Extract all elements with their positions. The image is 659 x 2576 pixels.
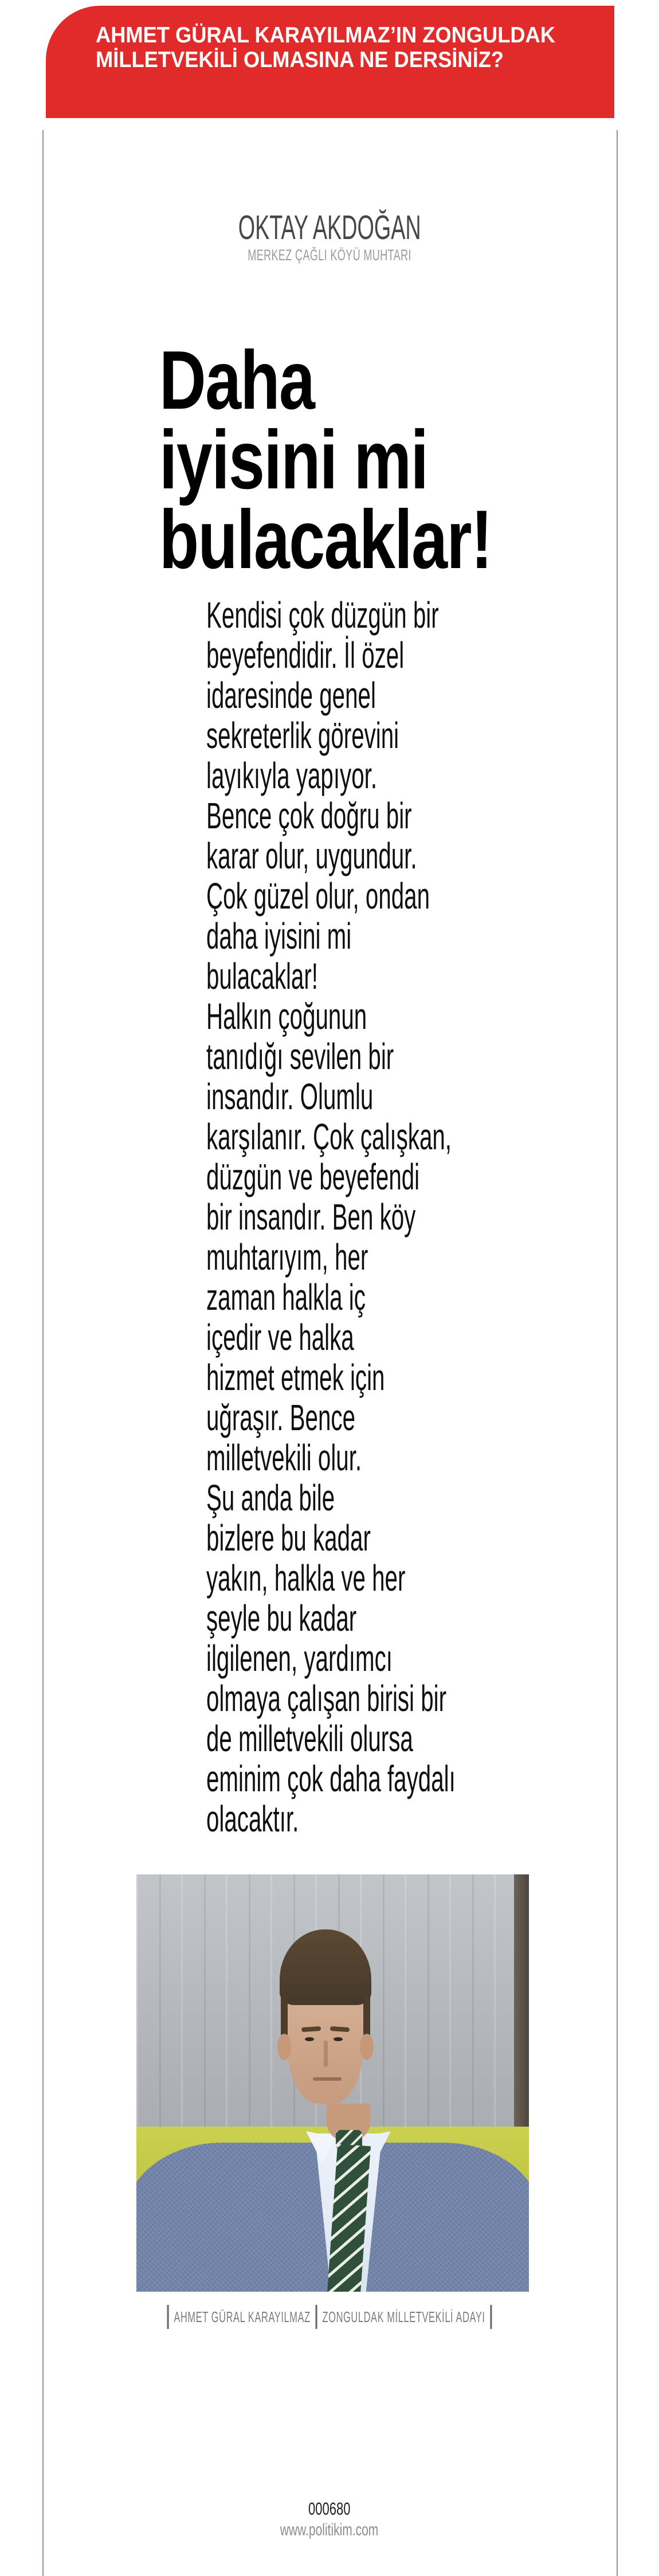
body-line: karşılanır. Çok çalışkan,	[206, 1116, 452, 1157]
interviewee-name-row	[42, 210, 617, 245]
header-question-line-2: MİLLETVEKİLİ OLMASINA NE DERSİNİZ?	[96, 48, 504, 72]
caption-bar-icon	[490, 2305, 492, 2329]
body-line: düzgün ve beyefendi	[206, 1156, 420, 1197]
body-line: muhtarıyım, her	[206, 1236, 368, 1278]
body-line: içedir ve halka	[206, 1317, 354, 1358]
body-line: eminim çok daha faydalı	[206, 1758, 456, 1799]
right-border-rule	[617, 130, 618, 2576]
body-line: layıkıyla yapıyor.	[206, 755, 378, 796]
headline	[159, 334, 492, 586]
interviewee-name: OKTAY AKDOĞAN	[238, 209, 421, 246]
body-line: zaman halkla iç	[206, 1277, 366, 1318]
man-ear-right	[360, 2034, 374, 2060]
photo-caption	[148, 2304, 510, 2330]
body-line: şeyle bu kadar	[206, 1598, 357, 1639]
body-line: Bence çok doğru bir	[206, 795, 412, 836]
man-mouth	[313, 2077, 342, 2081]
man-eye-right	[334, 2037, 343, 2041]
man-sideburn-right	[363, 1996, 370, 2035]
body-line: olacaktır.	[206, 1798, 299, 1839]
caption-bar-icon	[316, 2305, 317, 2329]
footer-code: 000680	[308, 2499, 351, 2519]
man-eye-left	[305, 2037, 314, 2041]
candidate-photo	[136, 1874, 529, 2292]
left-border-rule	[42, 130, 44, 2576]
body-line: de milletvekili olursa	[206, 1718, 413, 1759]
man-ear-left	[277, 2034, 291, 2060]
body-line: Halkın çoğunun	[206, 996, 367, 1037]
body-line: uğraşır. Bence	[206, 1397, 355, 1438]
man-sideburn-left	[281, 1996, 288, 2035]
footer-website: www.politikim.com	[280, 2520, 379, 2539]
header-question-line-1: AHMET GÜRAL KARAYILMAZ’IN ZONGULDAK	[96, 23, 555, 48]
body-line: bizlere bu kadar	[206, 1517, 371, 1559]
body-line: hizmet etmek için	[206, 1357, 385, 1398]
body-line: Çok güzel olur, ondan	[206, 875, 430, 917]
body-line: olmaya çalışan birisi bir	[206, 1678, 447, 1719]
header-banner	[46, 6, 614, 118]
header-question	[96, 23, 555, 72]
body-line: bulacaklar!	[206, 956, 318, 997]
body-line: tanıdığı sevilen bir	[206, 1036, 394, 1077]
body-line: bir insandır. Ben köy	[206, 1196, 416, 1238]
caption-candidate-name: AHMET GÜRAL KARAYILMAZ	[174, 2308, 311, 2326]
body-text	[206, 595, 456, 1839]
headline-line: Daha	[159, 334, 315, 426]
body-line: daha iyisini mi	[206, 915, 352, 957]
body-line: insandır. Olumlu	[206, 1076, 374, 1117]
footer-code-row	[42, 2500, 617, 2518]
caption-bar-icon	[167, 2305, 168, 2329]
body-line: Kendisi çok düzgün bir	[206, 594, 439, 636]
headline-line: bulacaklar!	[159, 493, 492, 586]
footer-website-row	[42, 2521, 617, 2539]
interviewee-title: MERKEZ ÇAĞLI KÖYÜ MUHTARI	[248, 246, 411, 264]
body-line: idaresinde genel	[206, 675, 376, 716]
headline-line: iyisini mi	[159, 413, 428, 506]
man-nose	[324, 2041, 328, 2067]
body-line: beyefendidir. İl özel	[206, 635, 405, 676]
caption-candidate-role: ZONGULDAK MİLLETVEKİLİ ADAYI	[322, 2308, 485, 2326]
body-line: karar olur, uygundur.	[206, 835, 417, 876]
body-line: sekreterlik görevini	[206, 715, 399, 756]
body-line: yakın, halkla ve her	[206, 1557, 406, 1599]
interviewee-title-row	[42, 247, 617, 263]
body-line: milletvekili olur.	[206, 1437, 362, 1478]
body-line: ilgilenen, yardımcı	[206, 1638, 393, 1679]
body-line: Şu anda bile	[206, 1477, 335, 1518]
